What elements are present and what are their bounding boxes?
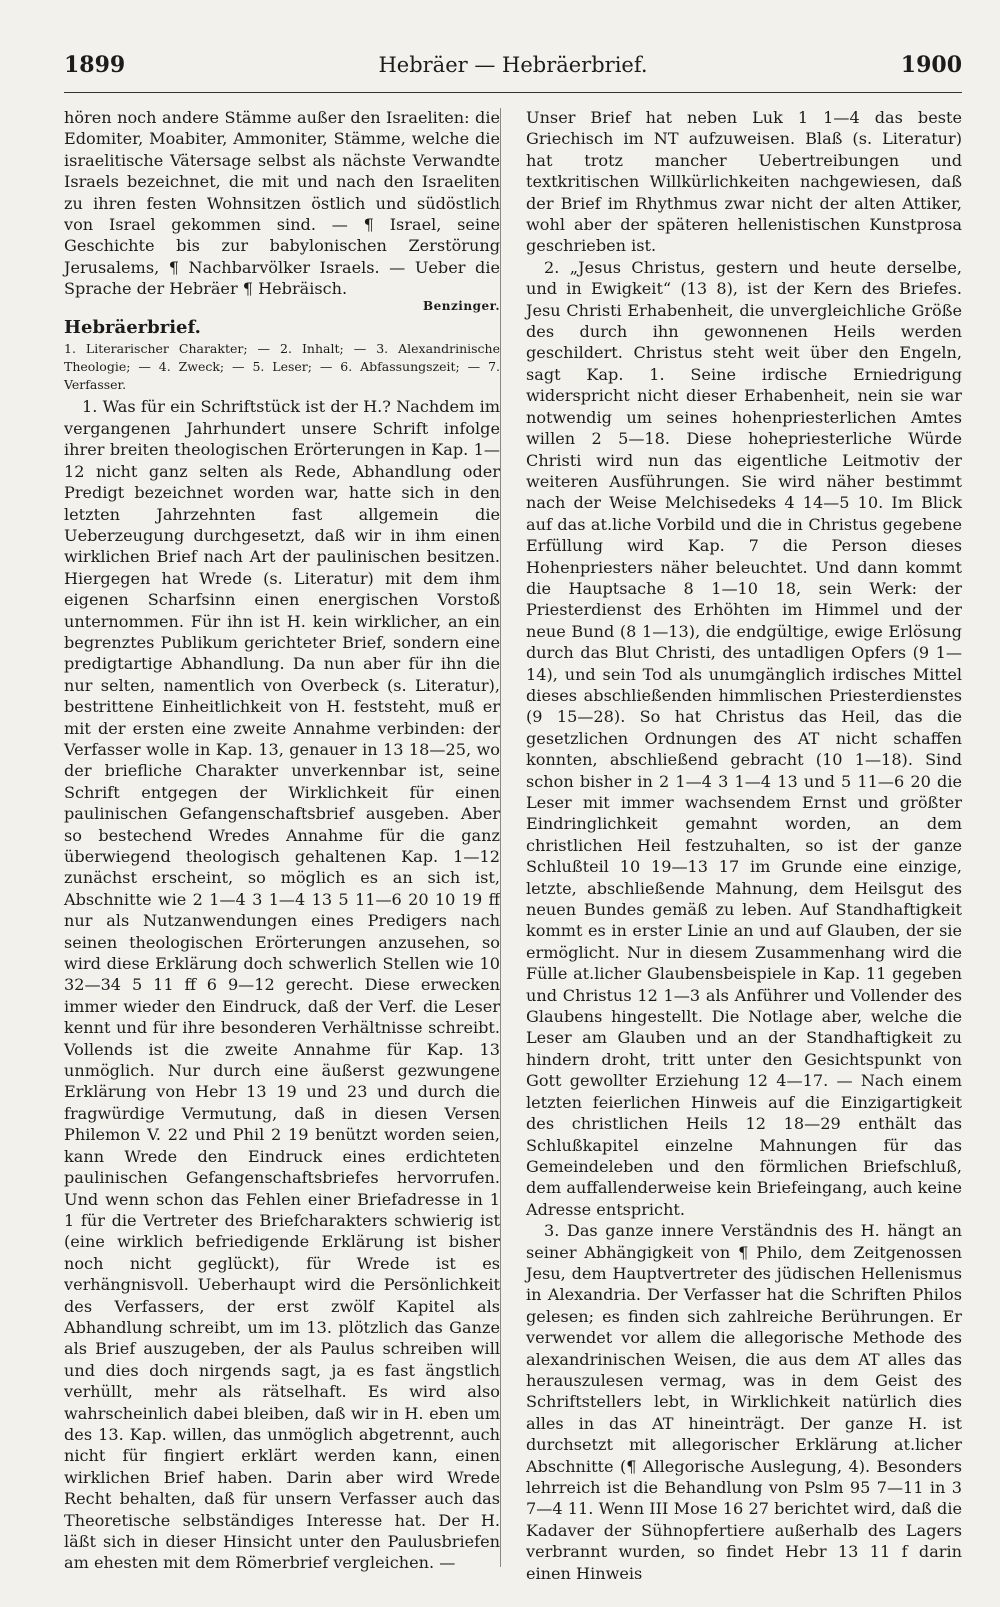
paragraph: Unser Brief hat neben Luk 1 1—4 das beste Griechisch im NT aufzuweisen. Blaß (s. Literatur) hat trotz mancher Uebertreibungen und textkritischen Willkürlichkeiten nachgewiesen, daß der Brief im Rhythmus zwar nicht der alten Attiker, wohl aber der späteren hellenistischen Kunstprosa geschrieben ist. <box>526 108 962 256</box>
paragraph: 2. „Jesus Christus, gestern und heute derselbe, und in Ewigkeit“ (13 8), ist der Kern des Briefes. Jesu Christi Erhabenheit, die unvergleichliche Größe des durch ihn gewonnenen Heils werden geschildert. Christus steht weit über den Engeln, sagt Kap. 1. Seine irdische Erniedrigung widerspricht nicht dieser Erhabenheit, nein sie war notwendig um seines hohenpriesterlichen Amtes willen 2 5—18. Diese hohepriesterliche Würde Christi wird nun das eigentliche Leitmotiv der weiteren Ausführungen. Sie wird näher bestimmt nach der Weise Melchisedeks 4 14—5 10. Im Blick auf das at.liche Vorbild und die in Christus gegebene Erfüllung wird Kap. 7 die Person dieses Hohenpriesters näher beleuchtet. Und dann kommt die Hauptsache 8 1—10 18, sein Werk: der Priesterdienst des Erhöhten im Himmel und der neue Bund (8 1—13), die endgültige, ewige Erlösung durch das Blut Christi, des untadligen Opfers (9 1—14), und sein Tod als unumgänglich irdisches Mittel dieses abschließenden himmlischen Priesterdienstes (9 15—28). So hat Christus das Heil, das die gesetzlichen Ordnungen des AT nicht schaffen konnten, abschließend gebracht (10 1—18). Sind schon bisher in 2 1—4 3 1—4 13 und 5 11—6 20 die Leser mit immer wachsendem Ernst und größter Eindringlichkeit gemahnt worden, an dem christlichen Heil festzuhalten, so ist der ganze Schlußteil 10 19—13 17 im Grunde eine einzige, letzte, abschließende Mahnung, dem Heilsgut des neuen Bundes gemäß zu leben. Auf Standhaftigkeit kommt es in erster Linie an und auf Glauben, der sie ermöglicht. Nur in diesem Zusammenhang wird die Fülle at.licher Glaubensbeispiele in Kap. 11 gegeben und Christus 12 1—3 als Anführer und Vollender des Glaubens hingestellt. Die Notlage aber, welche die Leser am Glauben und an der Standhaftigkeit zu hindern droht, tritt unter den Gesichtspunkt von Gott gewollter Erziehung 12 4—17. — Nach einem letzten feierlichen Hinweis auf die Einzigartigkeit des christlichen Heils 12 18—29 enthält das Schlußkapitel einzelne Mahnungen für das Gemeindeleben und den förmlichen Briefschluß, dem auffallenderweise kein Briefeingang, auch keine Adresse entspricht. <box>526 257 962 1219</box>
paragraph: hören noch andere Stämme außer den Israeliten: die Edomiter, Moabiter, Ammoniter, Stämme, welche die israelitische Vätersage selbst als nächste Verwandte Israels bezeichnet, die mit und nach den Israeliten zu ihren festen Wohnsitzen östlich und südöstlich von Israel gekommen sind. — ¶ Israel, seine Geschichte bis zur babylonischen Zerstörung Jerusalems, ¶ Nachbarvölker Israels. — Ueber die Sprache der Hebräer ¶ Hebräisch. <box>64 108 500 299</box>
article-title: Hebräerbrief. <box>64 317 201 339</box>
left-column <box>64 107 500 1584</box>
paragraph: 3. Das ganze innere Verständnis des H. hängt an seiner Abhängigkeit von ¶ Philo, dem Zeitgenossen Jesu, dem Hauptvertreter des jüdischen Hellenismus in Alexandria. Der Verfasser hat die Schriften Philos gelesen; es finden sich zahlreiche Berührungen. Er verwendet vor allem die allegorische Methode des alexandrinischen Weisen, die aus dem AT alles das herauszulesen vermag, was in dem Geist des Schriftstellers lebt, in Wirklichkeit natürlich dies alles in das AT hineinträgt. Der ganze H. ist durchsetzt mit allegorischer Erklärung at.licher Abschnitte (¶ Allegorische Auslegung, 4). Besonders lehrreich ist die Behandlung von Pslm 95 7—11 in 3 7—4 11. Wenn III Mose 16 27 berichtet wird, daß die Kadaver der Sühnopfertiere außerhalb des Lagers verbrannt wurden, so findet Hebr 13 11 f darin einen Hinweis <box>526 1221 962 1583</box>
author-signature: Benzinger. <box>422 298 500 313</box>
column-divider <box>500 108 501 1567</box>
column-number-left: 1899 <box>64 52 126 78</box>
page-header <box>64 52 962 93</box>
right-column <box>526 107 962 1584</box>
running-title: Hebräer — Hebräerbrief. <box>378 53 648 77</box>
column-number-right: 1900 <box>900 52 962 78</box>
text-columns <box>64 107 962 1584</box>
article-outline: 1. Literarischer Charakter; — 2. Inhalt; — 3. Alexandrinische Theologie; — 4. Zweck; — 5. Leser; — 6. Abfassungszeit; — 7. Verfasser. <box>64 341 500 393</box>
paragraph: 1. Was für ein Schriftstück ist der H.? Nachdem im vergangenen Jahrhundert unsere Schrift infolge ihrer breiten theologischen Erörterungen in Kap. 1—12 nicht ganz selten als Rede, Abhandlung oder Predigt bezeichnet worden war, hatte sich in den letzten Jahrzehnten fast allgemein die Ueberzeugung durchgesetzt, daß wir in ihm einen wirklichen Brief nach Art der paulinischen besitzen. Hiergegen hat Wrede (s. Literatur) mit dem ihm eigenen Scharfsinn einen energischen Vorstoß unternommen. Für ihn ist H. kein wirklicher, an ein begrenztes Publikum gerichteter Brief, sondern eine predigtartige Abhandlung. Da nun aber für ihn die nur selten, namentlich von Overbeck (s. Literatur), bestrittene Einheitlichkeit von H. feststeht, muß er mit der ersten eine zweite Annahme verbinden: der Verfasser wolle in Kap. 13, genauer in 13 18—25, wo der briefliche Charakter unverkennbar ist, seine Schrift entgegen der Wirklichkeit für einen paulinischen Gefangenschaftsbrief ausgeben. Aber so bestechend Wredes Annahme für die ganz überwiegend theologisch gehaltenen Kap. 1—12 zunächst erscheint, so möglich es an sich ist, Abschnitte wie 2 1—4 3 1—4 13 5 11—6 20 10 19 ff nur als Nutzanwendungen eines Predigers nach seinen theologischen Erörterungen anzusehen, so wird diese Erklärung doch schwerlich Stellen wie 10 32—34 5 11 ff 6 9—12 gerecht. Diese erwecken immer wieder den Eindruck, daß der Verf. die Leser kennt und für ihre besonderen Verhältnisse schreibt. Vollends ist die zweite Annahme für Kap. 13 unmöglich. Nur durch eine äußerst gezwungene Erklärung von Hebr 13 19 und 23 und durch die fragwürdige Vermutung, daß in diesen Versen Philemon V. 22 und Phil 2 19 benützt worden seien, kann Wrede den Eindruck eines erdichteten paulinischen Gefangenschaftsbriefes hervorrufen. Und wenn schon das Fehlen einer Briefadresse in 1 1 für die Vertreter des Briefcharakters schwierig ist (eine wirklich befriedigende Erklärung ist bisher noch nicht geglückt), für Wrede ist es verhängnisvoll. Ueberhaupt wird die Persönlichkeit des Verfassers, der erst zwölf Kapitel als Abhandlung schreibt, um im 13. plötzlich das Ganze als Brief auszugeben, der als Paulus schreiben will und dies doch nirgends sagt, ja es fast ängstlich verhüllt, mehr als rätselhaft. Es wird also wahrscheinlich dabei bleiben, daß wir in H. eben um des 13. Kap. willen, das unmöglich abgetrennt, auch nicht für fingiert erklärt werden kann, einen wirklichen Brief haben. Darin aber wird Wrede Recht behalten, daß für unsern Verfasser auch das Theoretische selbständiges Interesse hat. Der H. läßt sich in dieser Hinsicht unter den Paulusbriefen am ehesten mit dem Römerbrief vergleichen. — <box>64 397 500 1573</box>
